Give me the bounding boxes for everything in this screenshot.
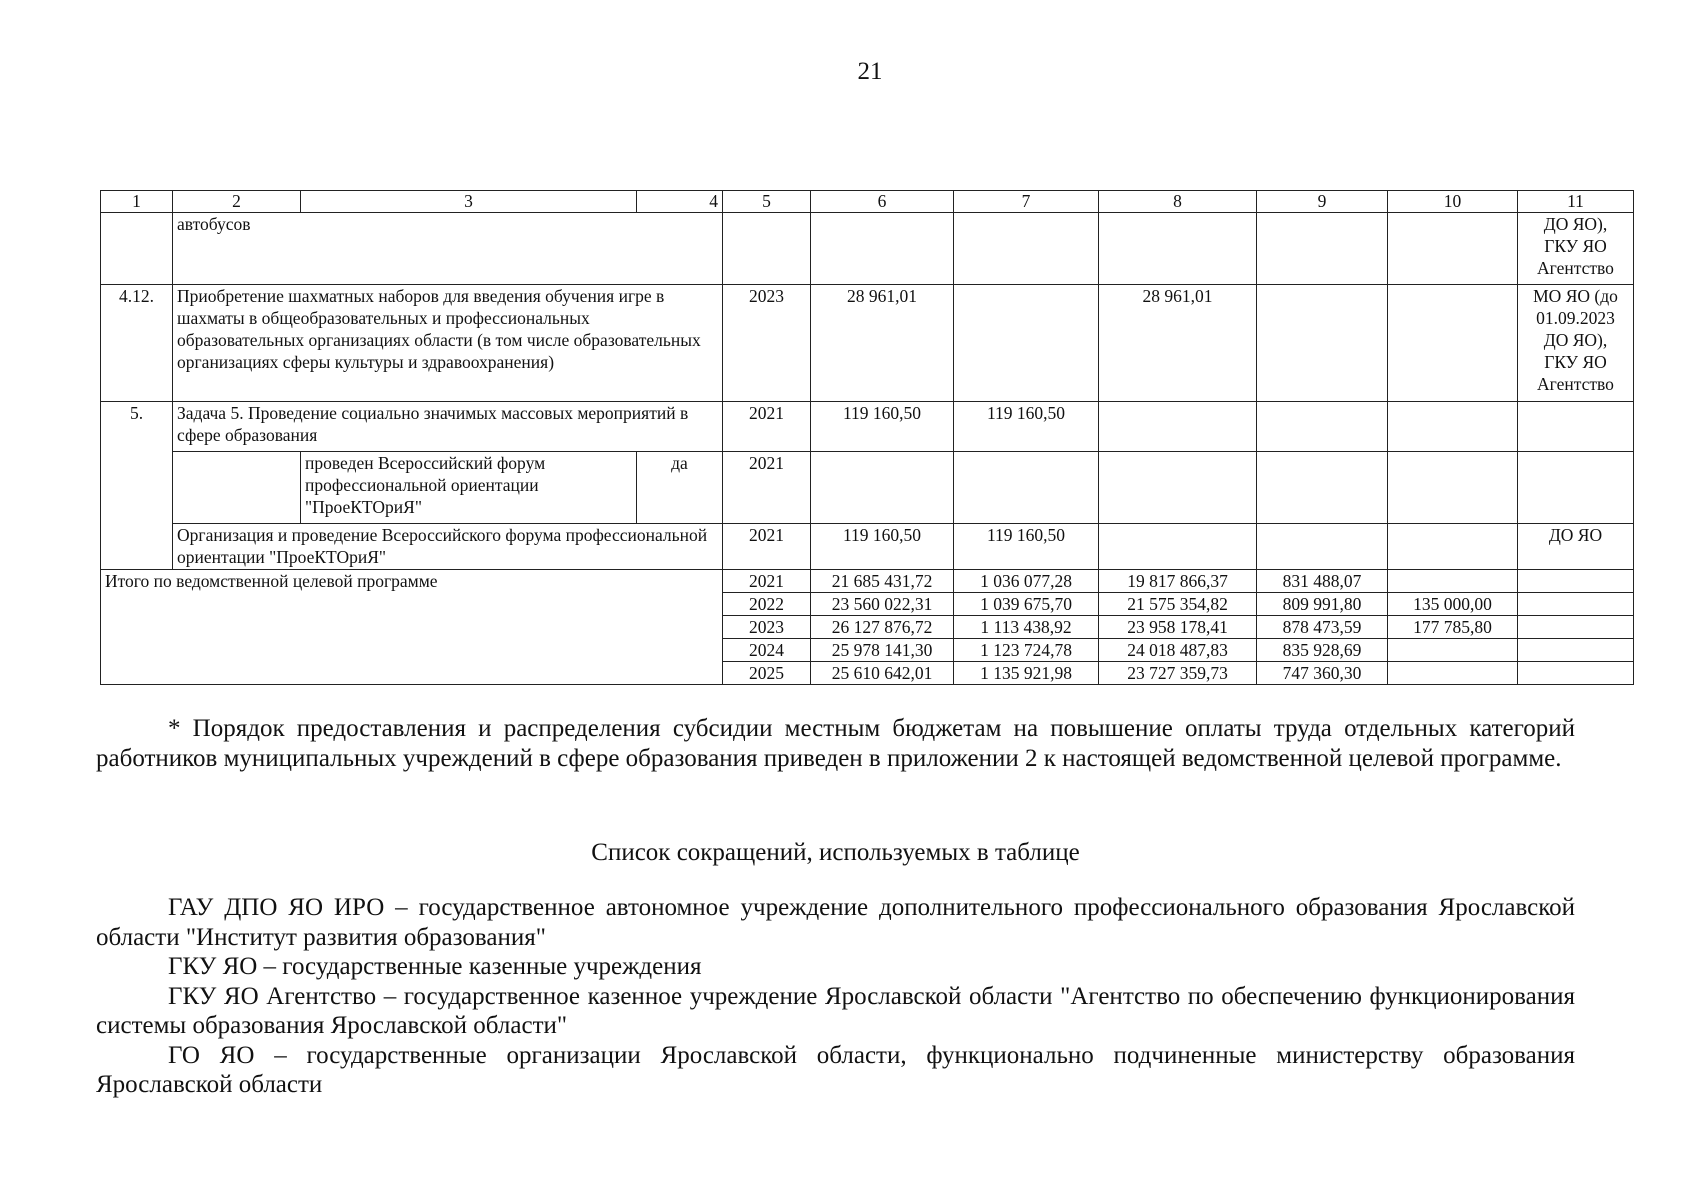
amount-cell: 835 928,69 (1257, 639, 1388, 662)
year-cell: 2023 (723, 285, 811, 402)
executor-cell (1518, 402, 1634, 452)
total-label-cell: Итого по ведомственной целевой программе (101, 570, 723, 685)
amount-cell: 21 685 431,72 (811, 570, 954, 593)
executor-cell: ДО ЯО (1518, 524, 1634, 570)
year-cell: 2021 (723, 452, 811, 524)
unit-cell: да (637, 452, 723, 524)
amount-cell (1099, 213, 1257, 285)
amount-cell: 1 135 921,98 (954, 662, 1099, 685)
amount-cell: 1 036 077,28 (954, 570, 1099, 593)
executor-cell: МО ЯО (до 01.09.2023 ДО ЯО), ГКУ ЯО Агентство (1518, 285, 1634, 402)
row-text-cell: автобусов (173, 213, 723, 285)
program-table (100, 190, 1634, 685)
amount-cell: 1 113 438,92 (954, 616, 1099, 639)
abbreviations-list (96, 893, 1575, 1100)
column-number-cell: 11 (1518, 191, 1634, 213)
amount-cell (1388, 662, 1518, 685)
abbreviation-item: ГО ЯО – государственные организации Ярославской области, функционально подчиненные министерству образования Ярославской области (96, 1041, 1575, 1098)
amount-cell: 26 127 876,72 (811, 616, 954, 639)
amount-cell: 119 160,50 (954, 524, 1099, 570)
column-number-cell: 7 (954, 191, 1099, 213)
amount-cell (954, 213, 1099, 285)
amount-cell: 24 018 487,83 (1099, 639, 1257, 662)
executor-cell (1518, 662, 1634, 685)
row-text-cell: Задача 5. Проведение социально значимых массовых мероприятий в сфере образования (173, 402, 723, 452)
indicator-cell: проведен Всероссийский форум профессиональной ориентации "ПроеКТОриЯ" (301, 452, 637, 524)
amount-cell: 831 488,07 (1257, 570, 1388, 593)
table-row (101, 213, 1634, 285)
amount-cell: 119 160,50 (811, 402, 954, 452)
executor-cell: ДО ЯО), ГКУ ЯО Агентство (1518, 213, 1634, 285)
executor-cell (1518, 593, 1634, 616)
column-number-cell: 1 (101, 191, 173, 213)
year-cell: 2025 (723, 662, 811, 685)
amount-cell: 878 473,59 (1257, 616, 1388, 639)
amount-cell: 23 727 359,73 (1099, 662, 1257, 685)
amount-cell (1388, 213, 1518, 285)
year-cell: 2023 (723, 616, 811, 639)
amount-cell (954, 452, 1099, 524)
amount-cell: 177 785,80 (1388, 616, 1518, 639)
executor-cell (1518, 639, 1634, 662)
row-text-cell: Приобретение шахматных наборов для введения обучения игре в шахматы в общеобразовательных и профессиональных образовательных организациях области (в том числе образовательных организациях сферы культуры и здравоохранения) (173, 285, 723, 402)
amount-cell: 1 039 675,70 (954, 593, 1099, 616)
table-row (101, 452, 1634, 524)
row-blank-cell (173, 452, 301, 524)
amount-cell (811, 213, 954, 285)
amount-cell: 28 961,01 (1099, 285, 1257, 402)
table-row (101, 524, 1634, 570)
amount-cell (1257, 285, 1388, 402)
footnote: * Порядок предоставления и распределения субсидии местным бюджетам на повышение оплаты труда отдельных категорий работников муниципальных учреждений в сфере образования приведен в приложении 2 к настоящей ведомственной целевой программе. (96, 715, 1575, 772)
amount-cell (811, 452, 954, 524)
amount-cell (1257, 213, 1388, 285)
column-number-cell: 9 (1257, 191, 1388, 213)
abbreviation-item: ГКУ ЯО – государственные казенные учреждения (168, 953, 702, 980)
amount-cell: 809 991,80 (1257, 593, 1388, 616)
column-number-cell: 3 (301, 191, 637, 213)
amount-cell: 119 160,50 (954, 402, 1099, 452)
year-cell (723, 213, 811, 285)
amount-cell: 25 978 141,30 (811, 639, 954, 662)
amount-cell (1388, 570, 1518, 593)
total-row (101, 570, 1634, 593)
year-cell: 2022 (723, 593, 811, 616)
table-row (101, 402, 1634, 452)
row-number-cell (101, 213, 173, 285)
amount-cell (1388, 524, 1518, 570)
amount-cell: 28 961,01 (811, 285, 954, 402)
amount-cell: 19 817 866,37 (1099, 570, 1257, 593)
year-cell: 2021 (723, 570, 811, 593)
year-cell: 2021 (723, 524, 811, 570)
column-number-cell: 4 (637, 191, 723, 213)
amount-cell: 1 123 724,78 (954, 639, 1099, 662)
amount-cell: 747 360,30 (1257, 662, 1388, 685)
amount-cell: 21 575 354,82 (1099, 593, 1257, 616)
executor-cell (1518, 570, 1634, 593)
amount-cell: 119 160,50 (811, 524, 954, 570)
column-number-cell: 10 (1388, 191, 1518, 213)
abbreviations-title: Список сокращений, используемых в таблице (591, 839, 1080, 866)
abbreviation-item: ГАУ ДПО ЯО ИРО – государственное автономное учреждение дополнительного профессионального образования Ярославской области "Институт развития образования" (96, 894, 1575, 951)
amount-cell (1099, 524, 1257, 570)
row-text-cell: Организация и проведение Всероссийского форума профессиональной ориентации "ПроеКТОриЯ" (173, 524, 723, 570)
row-number-cell: 5. (101, 402, 173, 570)
amount-cell (1099, 402, 1257, 452)
abbreviation-item: ГКУ ЯО Агентство – государственное казенное учреждение Ярославской области "Агентство по обеспечению функционирования системы образования Ярославской области" (96, 982, 1575, 1039)
table-row (101, 285, 1634, 402)
page-number: 21 (857, 58, 883, 85)
amount-cell (1388, 639, 1518, 662)
amount-cell (1257, 452, 1388, 524)
amount-cell (1257, 402, 1388, 452)
amount-cell (1388, 452, 1518, 524)
year-cell: 2021 (723, 402, 811, 452)
column-number-cell: 2 (173, 191, 301, 213)
column-number-cell: 6 (811, 191, 954, 213)
amount-cell (954, 285, 1099, 402)
column-number-row (101, 191, 1634, 213)
amount-cell: 25 610 642,01 (811, 662, 954, 685)
row-number-cell: 4.12. (101, 285, 173, 402)
amount-cell (1099, 452, 1257, 524)
column-number-cell: 5 (723, 191, 811, 213)
amount-cell (1388, 285, 1518, 402)
amount-cell (1257, 524, 1388, 570)
executor-cell (1518, 616, 1634, 639)
amount-cell: 135 000,00 (1388, 593, 1518, 616)
executor-cell (1518, 452, 1634, 524)
amount-cell: 23 560 022,31 (811, 593, 954, 616)
year-cell: 2024 (723, 639, 811, 662)
amount-cell: 23 958 178,41 (1099, 616, 1257, 639)
column-number-cell: 8 (1099, 191, 1257, 213)
amount-cell (1388, 402, 1518, 452)
